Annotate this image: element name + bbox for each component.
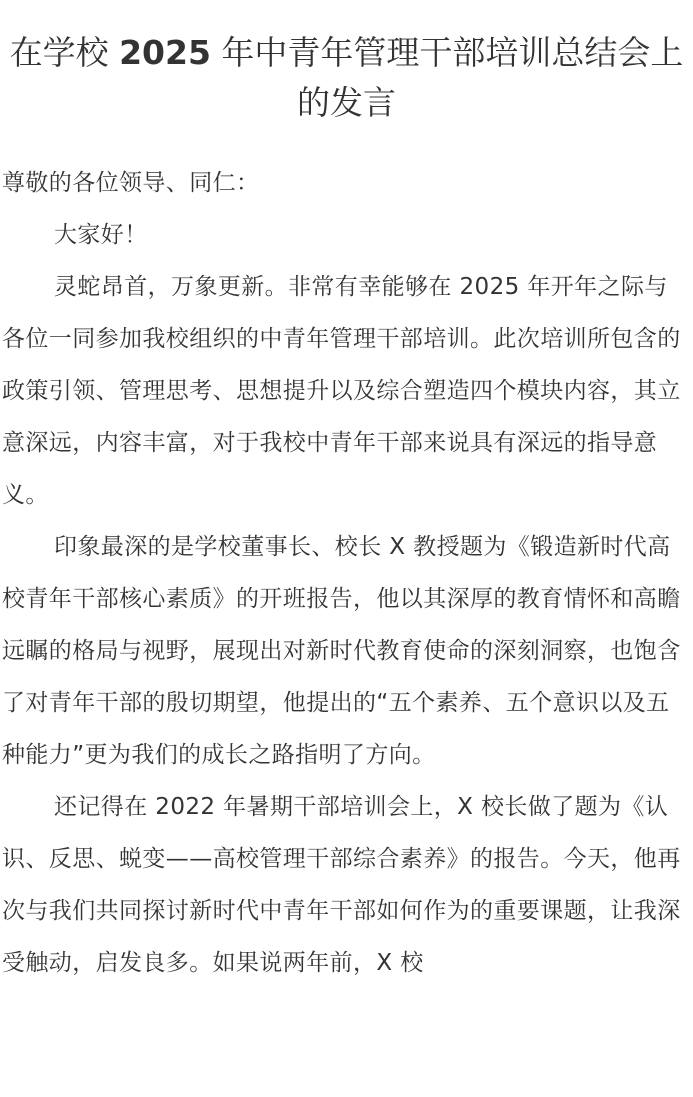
paragraph-2: 印象最深的是学校董事长、校长 X 教授题为《锻造新时代高校青年干部核心素质》的开班报告，他以其深厚的教育情怀和高瞻远瞩的格局与视野，展现出对新时代教育使命的深刻洞察，也饱含了对青年干部的殷切期望，他提出的“五个素养、五个意识以及五种能力”更为我们的成长之路指明了方向。 (2, 534, 681, 768)
title-part-2: 年中青年管理干部培训总结会上的发言 (210, 33, 684, 122)
paragraph-3: 还记得在 2022 年暑期干部培训会上，X 校长做了题为《认识、反思、蜕变——高校管理干部综合素养》的报告。今天，他再次与我们共同探讨新时代中青年干部如何作为的重要课题，让我深受触动，启发良多。如果说两年前，X 校 (2, 794, 681, 976)
title-year: 2025 (119, 33, 211, 72)
document-title (0, 28, 693, 128)
paragraph-1: 灵蛇昂首，万象更新。非常有幸能够在 2025 年开年之际与各位一同参加我校组织的中青年管理干部培训。此次培训所包含的政策引领、管理思考、思想提升以及综合塑造四个模块内容，其立意深远，内容丰富，对于我校中青年干部来说具有深远的指导意义。 (2, 274, 681, 508)
salutation: 尊敬的各位领导、同仁： (2, 170, 260, 196)
greeting: 大家好！ (54, 222, 148, 248)
title-part-1: 在学校 (9, 33, 120, 72)
document-body (2, 157, 690, 989)
